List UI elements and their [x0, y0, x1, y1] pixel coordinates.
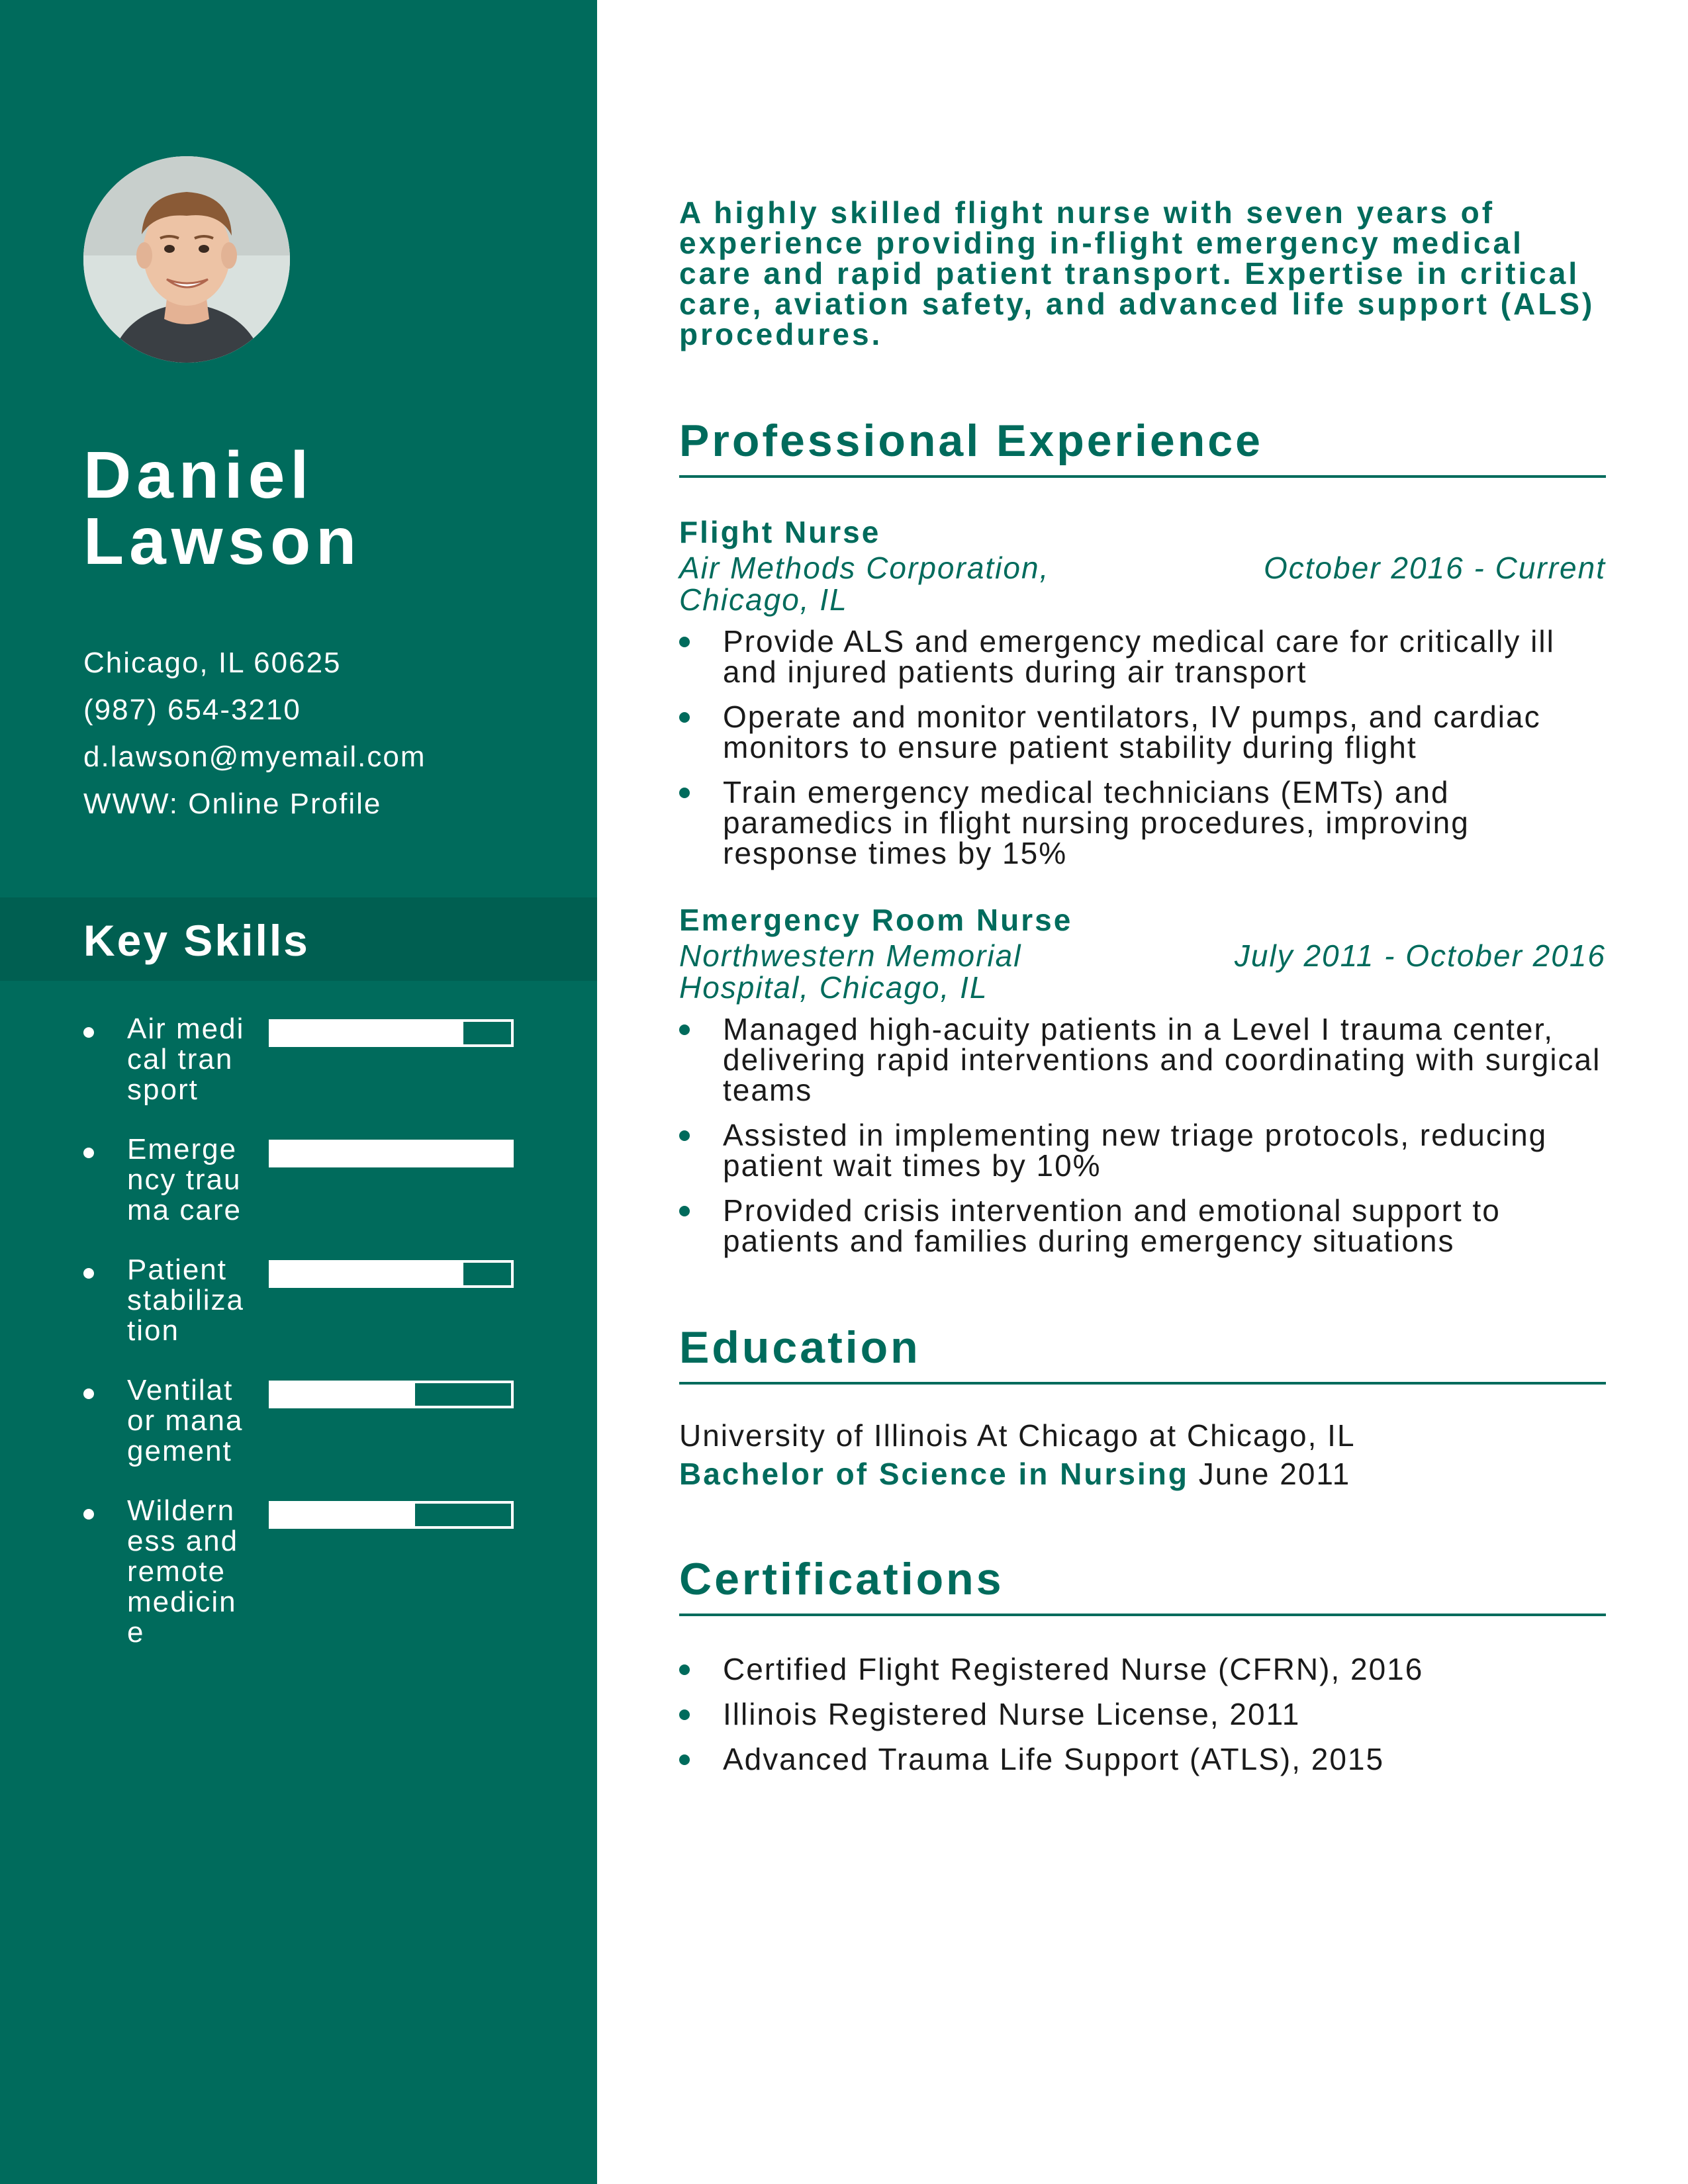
job-bullets	[679, 1014, 1606, 1256]
skill-item	[0, 1134, 597, 1226]
job-entry	[679, 514, 1606, 883]
bullet-icon	[83, 1027, 94, 1038]
job-entry	[679, 901, 1606, 1271]
experience-title: Professional Experience	[679, 416, 1263, 466]
education-entry	[679, 1416, 1606, 1493]
job-bullet: Train emergency medical technicians (EMTs) and paramedics in flight nursing procedures, improving response times by 15%	[679, 777, 1606, 868]
address: Chicago, IL 60625	[83, 647, 342, 679]
job-dates: July 2011 - October 2016	[1234, 938, 1606, 973]
skill-level-bar	[269, 1381, 514, 1408]
certification-item: Illinois Registered Nurse License, 2011	[679, 1698, 1606, 1730]
certification-item: Certified Flight Registered Nurse (CFRN), 2016	[679, 1653, 1606, 1685]
skill-level-fill	[271, 1142, 511, 1165]
bullet-icon	[83, 1388, 94, 1399]
skill-level-bar	[269, 1019, 514, 1047]
skill-item	[0, 1014, 597, 1105]
bullet-icon	[83, 1268, 94, 1279]
portrait-photo-icon	[83, 156, 290, 363]
skill-label: Ventilator management	[127, 1374, 244, 1467]
certification-item: Advanced Trauma Life Support (ATLS), 2015	[679, 1743, 1606, 1775]
job-dates: October 2016 - Current	[1263, 551, 1606, 585]
first-name: Daniel	[83, 438, 314, 512]
job-title: Emergency Room Nurse	[679, 903, 1073, 937]
full-name	[83, 438, 560, 578]
contact-info	[83, 639, 573, 827]
job-bullet: Provide ALS and emergency medical care for critically ill and injured patients during air transport	[679, 626, 1606, 687]
web-profile	[83, 780, 573, 827]
web-profile-link[interactable]: Online Profile	[188, 788, 382, 820]
bullet-icon	[83, 1148, 94, 1158]
phone: (987) 654-3210	[83, 694, 301, 726]
skill-level-fill	[271, 1383, 415, 1406]
skill-level-fill	[271, 1504, 415, 1526]
skill-label: Wilderness and remote medicine	[127, 1494, 239, 1649]
job-bullet: Provided crisis intervention and emotional support to patients and families during emergency situations	[679, 1195, 1606, 1256]
skill-level-fill	[271, 1022, 463, 1044]
education-date: June 2011	[1198, 1457, 1351, 1491]
email-link[interactable]: d.lawson@myemail.com	[83, 741, 426, 773]
skill-level-bar	[269, 1260, 514, 1288]
skill-label: Emergency trauma care	[127, 1133, 242, 1226]
job-meta	[679, 552, 1606, 615]
job-company: Northwestern Memorial Hospital, Chicago, IL	[679, 938, 1022, 1005]
certifications-title: Certifications	[679, 1554, 1004, 1604]
job-meta	[679, 940, 1606, 1003]
skill-level-bar	[269, 1501, 514, 1529]
job-bullet: Operate and monitor ventilators, IV pumps, and cardiac monitors to ensure patient stability during flight	[679, 702, 1606, 762]
job-bullets	[679, 626, 1606, 868]
certifications-section-header	[679, 1554, 1606, 1616]
profile-photo	[83, 156, 290, 363]
job-bullet: Managed high-acuity patients in a Level I trauma center, delivering rapid interventions and coordinating with surgical teams	[679, 1014, 1606, 1105]
skills-title: Key Skills	[83, 916, 310, 965]
skill-level-bar	[269, 1140, 514, 1167]
skills-list	[0, 1014, 597, 1677]
professional-summary: A highly skilled flight nurse with seven years of experience providing in-flight emergency medical care and rapid patient transport. Expertise in critical care, aviation safety, and advanced life support (ALS) procedures.	[679, 195, 1595, 351]
education-school: University of Illinois At Chicago at Chicago, IL	[679, 1418, 1356, 1453]
skill-label: Patient stabilization	[127, 1253, 244, 1347]
education-degree-line	[679, 1455, 1606, 1493]
web-label: WWW:	[83, 788, 179, 820]
job-bullet: Assisted in implementing new triage protocols, reducing patient wait times by 10%	[679, 1120, 1606, 1181]
skill-item	[0, 1496, 597, 1648]
bullet-icon	[83, 1509, 94, 1520]
skill-level-fill	[271, 1263, 463, 1285]
job-company: Air Methods Corporation, Chicago, IL	[679, 551, 1050, 617]
skill-item	[0, 1255, 597, 1346]
certifications-list	[679, 1653, 1606, 1788]
skill-item	[0, 1375, 597, 1467]
education-section-header	[679, 1322, 1606, 1385]
skill-label: Air medical transport	[127, 1013, 245, 1106]
job-title: Flight Nurse	[679, 515, 881, 549]
education-title: Education	[679, 1322, 921, 1373]
experience-section-header	[679, 416, 1606, 478]
last-name: Lawson	[83, 504, 362, 578]
education-degree: Bachelor of Science in Nursing	[679, 1457, 1189, 1491]
sidebar	[0, 0, 597, 2184]
